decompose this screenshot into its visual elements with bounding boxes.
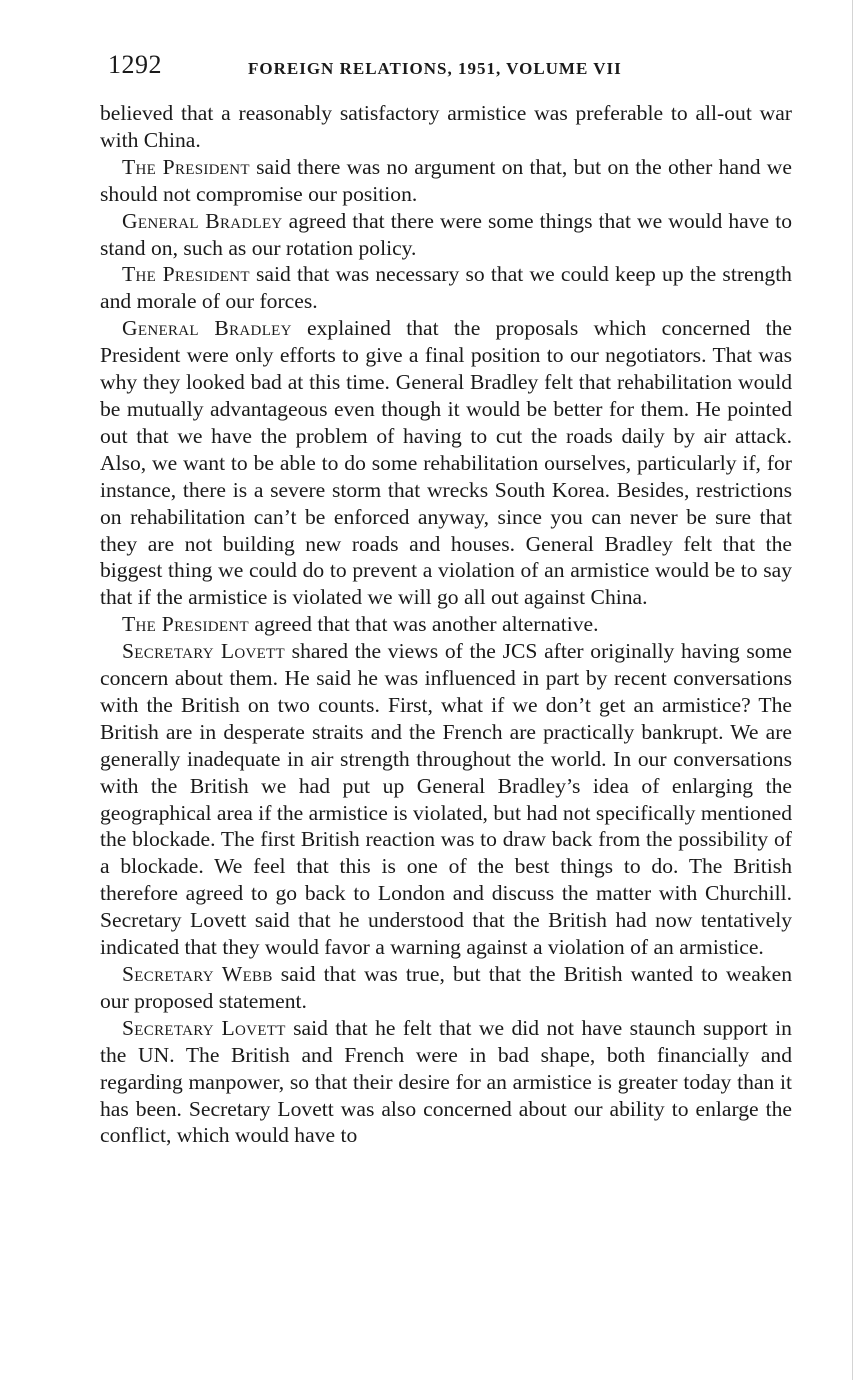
paragraph bbox=[100, 261, 792, 315]
speaker-name: Secretary Lovett bbox=[122, 639, 285, 664]
speaker-name: General Bradley bbox=[122, 316, 292, 341]
paragraph-text: said that was true, but that the British wanted to weaken our proposed statement. bbox=[100, 962, 792, 1013]
speaker-name: The President bbox=[122, 262, 250, 287]
paragraph-text: explained that the proposals which concerned the President were only efforts to give a final position to our negotiators. That was why they looked bad at this time. General Bradley felt that rehabilitation would be mutually advantageous even though it would be better for them. He pointed out that we have the problem of having to cut the roads daily by air attack. Also, we want to be able to do some rehabilitation ourselves, particularly if, for instance, there is a severe storm that wrecks South Korea. Besides, restrictions on rehabilitation can’t be enforced anyway, since you can never be sure that they are not building new roads and houses. General Bradley felt that the biggest thing we could do to prevent a violation of an armistice would be to say that if the armistice is violated we will go all out against China. bbox=[100, 316, 792, 610]
paragraph bbox=[100, 208, 792, 262]
paragraph bbox=[100, 315, 792, 611]
page-number: 1292 bbox=[108, 50, 162, 79]
page-header bbox=[108, 50, 798, 90]
speaker-name: Secretary Webb bbox=[122, 962, 273, 986]
paragraph-text: said that was necessary so that we could keep up the strength and morale of our forces. bbox=[100, 262, 792, 314]
scan-edge-line bbox=[852, 0, 853, 1380]
paragraph-text: said that he felt that we did not have staunch support in the UN. The British and French were in bad shape, both financially and regarding manpower, so that their desire for an armistice is greater today than it has been. Secretary Lovett was also concerned about our ability to enlarge the conflict, which would have to bbox=[100, 1015, 792, 1148]
speaker-name: General Bradley bbox=[122, 208, 283, 233]
paragraph bbox=[100, 154, 792, 208]
paragraph-text: shared the views of the JCS after originally having some concern about them. He said he was influenced in part by recent conversations with the British on two counts. First, what if we don’t get an armistice? The British are in desperate straits and the French are practically bankrupt. We are generally inadequate in air strength throughout the world. In our conversations with the British we had put up General Bradley’s idea of enlarging the geographical area if the armistice is violated, but had not specifically mentioned the blockade. The first British reaction was to draw back from the possibility of a blockade. We feel that this is one of the best things to do. The British therefore agreed to go back to London and discuss the matter with Churchill. Secretary Lovett said that he understood that the British had now tentatively indicated that they would favor a warning against a violation of an armistice. bbox=[100, 639, 792, 960]
running-title: FOREIGN RELATIONS, 1951, VOLUME VII bbox=[248, 59, 622, 78]
paragraph-text: believed that a reasonably satisfactory armistice was preferable to all-out war with China. bbox=[100, 101, 792, 152]
body-text bbox=[100, 100, 792, 1149]
paragraph bbox=[100, 100, 792, 154]
speaker-name: The President bbox=[122, 612, 249, 637]
speaker-name: The President bbox=[122, 154, 250, 179]
paragraph-text: agreed that that was another alternative. bbox=[249, 612, 599, 637]
paragraph-text: agreed that there were some things that we would have to stand on, such as our rotation policy. bbox=[100, 208, 792, 260]
paragraph bbox=[100, 1015, 792, 1150]
paragraph bbox=[100, 638, 792, 961]
speaker-name: Secretary Lovett bbox=[122, 1015, 286, 1040]
paragraph-text: said there was no argument on that, but on the other hand we should not compromise our position. bbox=[100, 154, 792, 206]
paragraph bbox=[100, 961, 792, 1015]
paragraph bbox=[100, 611, 792, 638]
